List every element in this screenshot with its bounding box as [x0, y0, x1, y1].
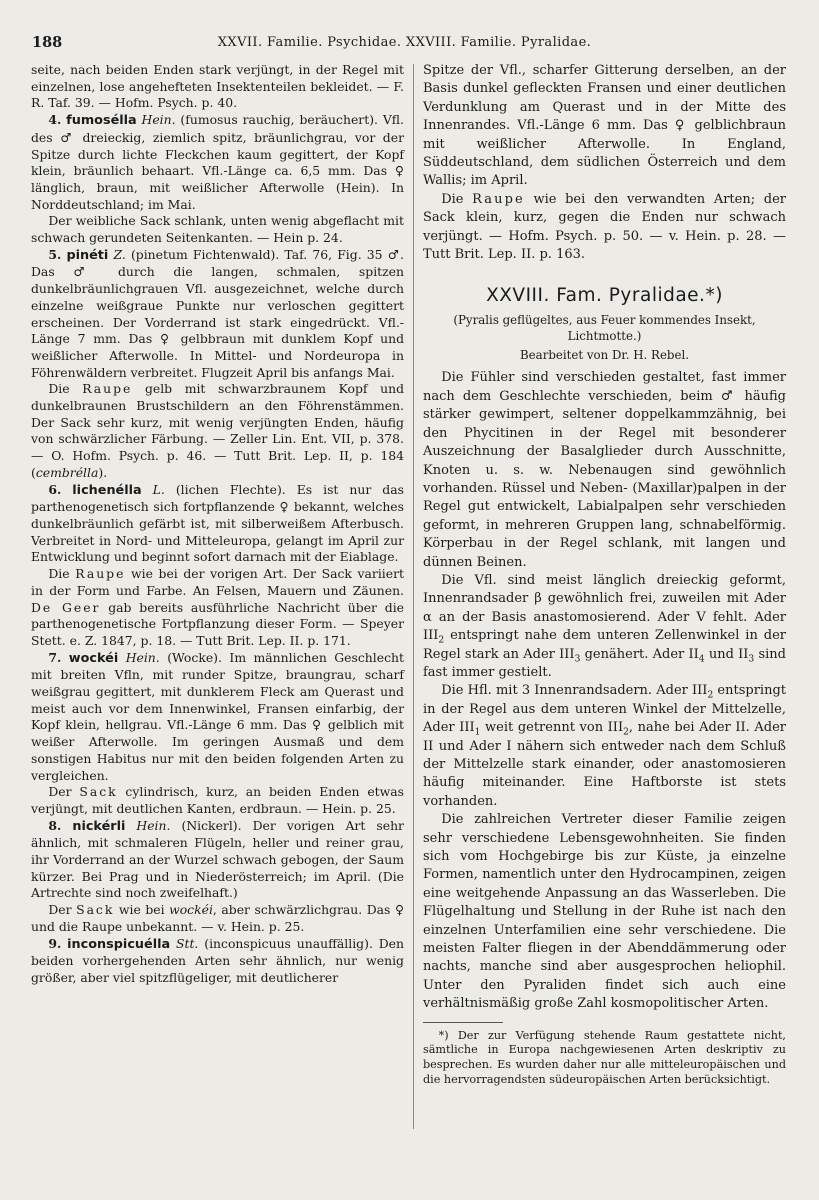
species-entry-5: 5. pinéti Z. (pinetum Fichtenwald). Taf. 76, Fig. 35 ♂. Das ♂ durch die langen, schmalen, spitzen dunkelbräunlichgrauen Vfl. ausgezeichnet, welche durch einzelne weißgraue Punkte nur verloschen gegittert erscheinen. Der Vorderrand ist stark eingedrückt. Vfl.-Länge 7 mm. Das ♀ gelbbraun mit dunklem Kopf und weißlicher Afterwolle. In Mittel- und Nordeuropa in Föhrenwäldern verbreitet. Flugzeit April bis anfangs Mai. [31, 246, 404, 380]
author-line: Bearbeitet von Dr. H. Rebel. [520, 348, 689, 363]
family-etymology: (Pyralis geflügeltes, aus Feuer kommendes Insekt, Lichtmotte.) [453, 313, 756, 344]
species-name: fumosélla [66, 113, 137, 129]
column-divider [413, 64, 414, 1129]
species-note: Der Sack cylindrisch, kurz, an beiden Enden etwas verjüngt, mit deutlichen Kanten, erdbraun. — Hein. p. 25. [31, 784, 404, 816]
species-name: lichenélla [72, 482, 142, 498]
left-column [31, 62, 404, 987]
species-note: Der Sack wie bei wockéi, aber schwärzlichgrau. Das ♀ und die Raupe unbekannt. — v. Hein. p. 25. [31, 902, 405, 934]
continued-text: seite, nach beiden Enden stark verjüngt, in der Regel mit einzelnen, lose angehefteten Insektenteilen bekleidet. — F. R. Taf. 39. — Hofm. Psych. p. 40. [31, 62, 404, 111]
footnote: *) Der zur Verfügung stehende Raum gestattete nicht, sämtliche in Europa nachgewiesenen Arten deskriptiv zu besprechen. Es wurden daher nur alle mitteleuropäischen und die hervorragendsten südeuropäischen Arten berücksichtigt. [423, 1028, 786, 1087]
species-author: Z. [113, 246, 126, 262]
species-note: Die Raupe wie bei der vorigen Art. Der Sack variiert in der Form und Farbe. An Felsen, Mauern und Zäunen. De Geer gab bereits ausführliche Nachricht über die parthenogenetische Fortpflanzung dieser Form. — Speyer Stett. e. Z. 1847, p. 18. — Tutt Brit. Lep. II. p. 171. [31, 566, 404, 648]
species-entry-7: 7. wockéi Hein. (Wocke). Im männlichen Geschlecht mit breiten Vfln, mit runder Spitze, braungrau, scharf weißgrau gegittert, mit dunklerem Fleck am Querast und meist auch vor dem Innenwinkel, Fransen einfarbig, der Kopf klein, hellgrau. Vfl.-Länge 6 mm. Das ♀ gelblich mit weißer Afterwolle. Im geringen Ausmaß und dem sonstigen Habitus nur mit den beiden folgenden Arten zu vergleichen. [31, 649, 404, 783]
species-entry-9: 9. inconspicuélla Stt. (inconspicuus unauffällig). Den beiden vorhergehenden Arten sehr ähnlich, nur wenig größer, aber viel spitzflügeliger, mit deutlicherer [31, 935, 404, 985]
family-heading: XXVIII. Fam. Pyralidae.*) [486, 285, 723, 307]
species-entry-6: 6. lichenélla L. (lichen Flechte). Es ist nur das parthenogenetisch sich fortpflanzende ♀ bekannt, welches dunkelbräunlich gefärbt ist, mit silberweißem Afterbusch. Verbreitet in Nord- und Mitteleuropa, gelangt im April zur Entwicklung und beginnt sofort darnach mit der Eiablage. [31, 481, 404, 565]
species-note: Der weibliche Sack schlank, unten wenig abgeflacht mit schwach gerundeten Seitenkanten. — Hein p. 24. [31, 213, 404, 246]
species-note: Die Raupe gelb mit schwarzbraunem Kopf und dunkelbraunen Brustschildern an den Föhrenstämmen. Der Sack sehr kurz, mit wenig verjüngten Enden, häufig von schwärzlicher Färbung. — Zeller Lin. Ent. VII, p. 378. — O. Hofm. Psych. p. 46. — Tutt Brit. Lep. II, p. 184 (cembrélla). [31, 381, 404, 480]
species-entry-4: 4. fumosélla Hein. (fumosus rauchig, beräuchert). Vfl. des ♂ dreieckig, ziemlich spitz, bräunlichgrau, vor der Spitze durch lichte Fleckchen kaum gegittert, der Kopf klein, bräunlich behaart. Vfl.-Länge ca. 6,5 mm. Das ♀ länglich, braun, mit weißlicher Afterwolle (Hein). In Norddeutschland; im Mai. [31, 112, 404, 212]
species-name: nickérli [72, 818, 126, 834]
page-number: 188 [32, 34, 63, 51]
species-note: Die Raupe wie bei den verwandten Arten; der Sack klein, kurz, gegen die Enden nur schwach verjüngt. — Hofm. Psych. p. 50. — v. Hein. p. 28. — Tutt Brit. Lep. II. p. 163. [423, 191, 786, 263]
species-author: Stt. [175, 935, 199, 951]
species-author: Hein. [141, 112, 176, 128]
page-header [30, 34, 779, 56]
paragraph-forewings: Die Vfl. sind meist länglich dreieckig geformt, Innenrandsader β gewöhnlich frei, zuweilen mit Ader α an der Basis anastomosierend. Ader V fehlt. Ader $III_2$ entspringt nahe dem unteren Zellenwinkel in der Regel stark an Ader $III_3$ genähert. Ader $II_4$ und $II_3$ sind fast immer gestielt. [423, 572, 786, 680]
footnote-rule [423, 1022, 503, 1023]
right-column [423, 62, 786, 1088]
continued-text: Spitze der Vfl., scharfer Gitterung derselben, an der Basis dunkel gefleckten Fransen und einer deutlichen Verdunklung am Querast und in der Mitte des Innenrandes. Vfl.-Länge 6 mm. Das ♀ gelblichbraun mit weißlicher Afterwolle. In England, Süddeutschland, dem südlichen Österreich und dem Wallis; im April. [423, 63, 786, 189]
paragraph-antennae: Die Fühler sind verschieden gestaltet, fast immer nach dem Geschlechte verschieden, beim ♂ häufig stärker gewimpert, seltener doppelkammzähnig, bei den Phycitinen in der Regel mit besonderer Auszeichnung der Basalglieder durch Ausschnitte, Knoten u. s. w. Nebenaugen sind gewöhnlich vorhanden. Rüssel und Neben- (Maxillar)palpen in der Regel gut entwickelt, Labialpalpen sehr verschieden geformt, in mehreren Gruppen lang, schnabelförmig. Körperbau in der Regel schlank, mit langen und dünnen Beinen. [423, 370, 786, 570]
species-name: pinéti [66, 247, 109, 263]
species-entry-8: 8. nickérli Hein. (Nickerl). Der vorigen Art sehr ähnlich, mit schmaleren Flügeln, heller und reiner grau, ihr Vorderrand an der Wurzel schwach gebogen, der Saum kürzer. Bei Prag und in Niederösterreich; im April. (Die Artrechte sind noch zweifelhaft.) [31, 817, 404, 901]
species-name: wockéi [68, 650, 119, 666]
species-author: Hein. [136, 817, 171, 833]
species-author: L. [152, 481, 165, 497]
running-title: XXVII. Familie. Psychidae. XXVIII. Familie. Pyralidae. [217, 35, 592, 50]
species-author: Hein. [125, 649, 160, 665]
paragraph-hindwings: Die Hfl. mit 3 Innenrandsadern. Ader $III_2$ entspringt in der Regel aus dem unteren Winkel der Mittelzelle, Ader $III_1$ weit getrennt von $III_2$, nahe bei Ader II. Ader II und Ader I nähern sich entweder nach dem Schluß der Mittelzelle stark einander, oder anastomosieren häufig miteinander. Eine Haftborste ist stets vorhanden. [423, 683, 786, 809]
species-name: inconspicuélla [67, 936, 171, 952]
paragraph-habits: Die zahlreichen Vertreter dieser Familie zeigen sehr verschiedene Lebensgewohnheiten. Sie finden sich vom Hochgebirge bis zur Küste, ja einzelne Formen, namentlich unter den Hydrocampinen, zeigen eine weitgehende Anpassung an das Wasserleben. Die Flügelhaltung und Stellung in der Ruhe ist nach den einzelnen Unterfamilien eine sehr verschiedene. Die meisten Falter fliegen in der Abenddämmerung oder nachts, manche sind aber ausgesprochen heliophil. Unter den Pyraliden findet sich auch eine verhältnismäßig große Zahl kosmopolitischer Arten. [423, 812, 786, 1012]
